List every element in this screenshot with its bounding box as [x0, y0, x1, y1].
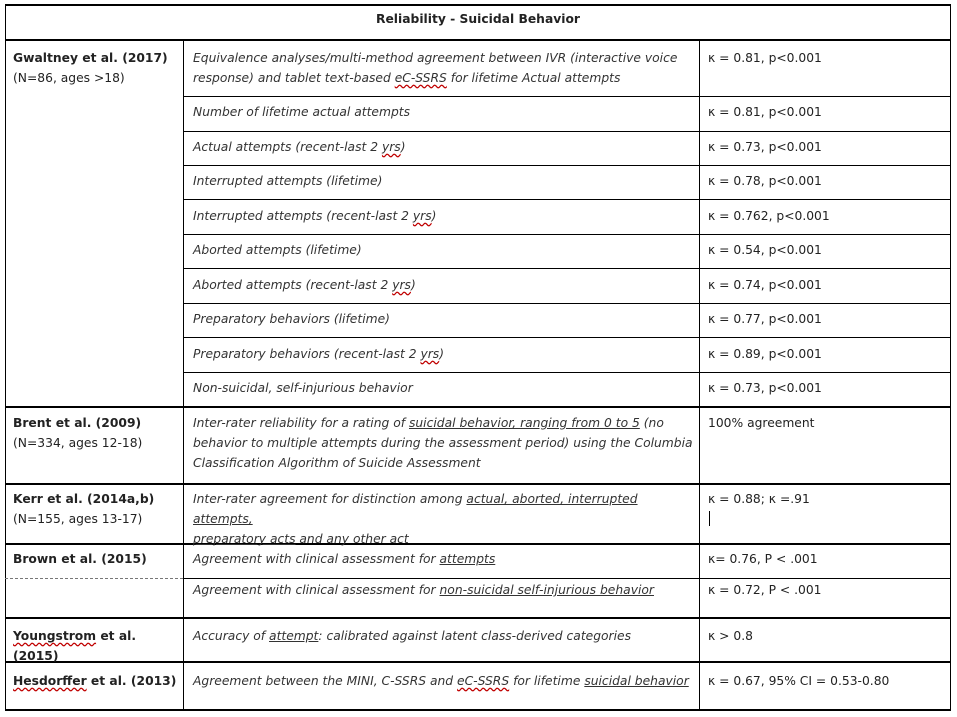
- study-name: Gwaltney et al. (2017): [13, 51, 168, 65]
- measure-description: Inter-rater reliability for a rating of suicidal behavior, ranging from 0 to 5 (no behavior to multiple attempts during the assessment period) using the Columbia Classification Algorithm of Suicide Assessment: [193, 416, 693, 470]
- study-sample: (N=155, ages 13-17): [13, 512, 143, 526]
- row-divider: [183, 96, 951, 97]
- result-value: κ = 0.73, p<0.001: [708, 381, 822, 395]
- measure-description: Equivalence analyses/multi-method agreement between IVR (interactive voice response) and tablet text-based eC-SSRS for lifetime Actual attempts: [193, 51, 678, 85]
- measure-description: Interrupted attempts (recent-last 2 yrs): [193, 209, 437, 223]
- measure-description: Preparatory behaviors (lifetime): [193, 312, 390, 326]
- border-right: [950, 4, 951, 711]
- study-name: Kerr et al. (2014a,b): [13, 492, 155, 506]
- study-youngstrom: [13, 626, 179, 666]
- result-value: κ = 0.89, p<0.001: [708, 347, 822, 361]
- row-divider: [183, 303, 951, 304]
- study-kerr: [13, 489, 179, 529]
- result-value: κ = 0.78, p<0.001: [708, 174, 822, 188]
- result-value: κ = 0.81, p<0.001: [708, 51, 822, 65]
- result-value: κ = 0.77, p<0.001: [708, 312, 822, 326]
- row-divider: [183, 578, 951, 579]
- measure-description: Agreement between the MINI, C-SSRS and eC-SSRS for lifetime suicidal behavior: [193, 674, 689, 688]
- study-sample: (N=334, ages 12-18): [13, 436, 143, 450]
- result-value: κ = 0.81, p<0.001: [708, 105, 822, 119]
- row-divider: [183, 337, 951, 338]
- row-divider: [183, 131, 951, 132]
- study-name: Hesdorffer et al. (2013): [13, 674, 177, 688]
- result-value: κ = 0.73, p<0.001: [708, 140, 822, 154]
- dashed-divider: [5, 578, 183, 579]
- col-divider-1: [183, 41, 184, 709]
- result-value: κ = 0.762, p<0.001: [708, 209, 830, 223]
- border-top: [5, 4, 951, 6]
- measure-description: Agreement with clinical assessment for attempts: [193, 552, 496, 566]
- row-divider: [183, 199, 951, 200]
- study-divider: [5, 406, 951, 408]
- row-divider: [183, 165, 951, 166]
- study-sample: (N=86, ages >18): [13, 71, 125, 85]
- study-name: Brown et al. (2015): [13, 552, 147, 566]
- study-name: Youngstrom et al. (2015): [13, 629, 137, 663]
- header-divider: [5, 39, 951, 41]
- measure-description: Number of lifetime actual attempts: [193, 105, 411, 119]
- study-divider: [5, 483, 951, 485]
- measure-description: Aborted attempts (recent-last 2 yrs): [193, 278, 416, 292]
- measure-description: Agreement with clinical assessment for non-suicidal self-injurious behavior: [193, 583, 654, 597]
- result-value: κ = 0.72, P < .001: [708, 583, 822, 597]
- measure-description: Aborted attempts (lifetime): [193, 243, 362, 257]
- study-brent: [13, 413, 179, 453]
- table-title: Reliability - Suicidal Behavior: [376, 12, 580, 26]
- study-hesdorffer: [13, 671, 179, 691]
- border-bottom: [5, 709, 951, 711]
- result-value: κ = 0.54, p<0.001: [708, 243, 822, 257]
- study-brown: [13, 549, 179, 569]
- col-divider-2: [699, 41, 700, 709]
- measure-description: Preparatory behaviors (recent-last 2 yrs): [193, 347, 445, 361]
- border-left: [5, 4, 6, 711]
- result-value: 100% agreement: [708, 416, 815, 430]
- measure-description: Inter-rater agreement for distinction among actual, aborted, interrupted attempts, preparatory acts and any other act: [193, 492, 638, 546]
- result-value: κ = 0.88; κ =.91: [708, 492, 810, 506]
- result-value: κ > 0.8: [708, 629, 753, 643]
- study-divider: [5, 617, 951, 619]
- row-divider: [183, 372, 951, 373]
- text-cursor: [709, 511, 710, 526]
- measure-description: Interrupted attempts (lifetime): [193, 174, 383, 188]
- reliability-table: [5, 4, 951, 711]
- result-value: κ = 0.74, p<0.001: [708, 278, 822, 292]
- row-divider: [183, 234, 951, 235]
- result-value: κ= 0.76, P < .001: [708, 552, 818, 566]
- measure-description: Accuracy of attempt: calibrated against latent class-derived categories: [193, 629, 631, 643]
- study-gwaltney: [13, 48, 179, 88]
- measure-description: Non-suicidal, self-injurious behavior: [193, 381, 413, 395]
- result-value: κ = 0.67, 95% CI = 0.53-0.80: [708, 674, 890, 688]
- study-name: Brent et al. (2009): [13, 416, 142, 430]
- row-divider: [183, 268, 951, 269]
- measure-description: Actual attempts (recent-last 2 yrs): [193, 140, 406, 154]
